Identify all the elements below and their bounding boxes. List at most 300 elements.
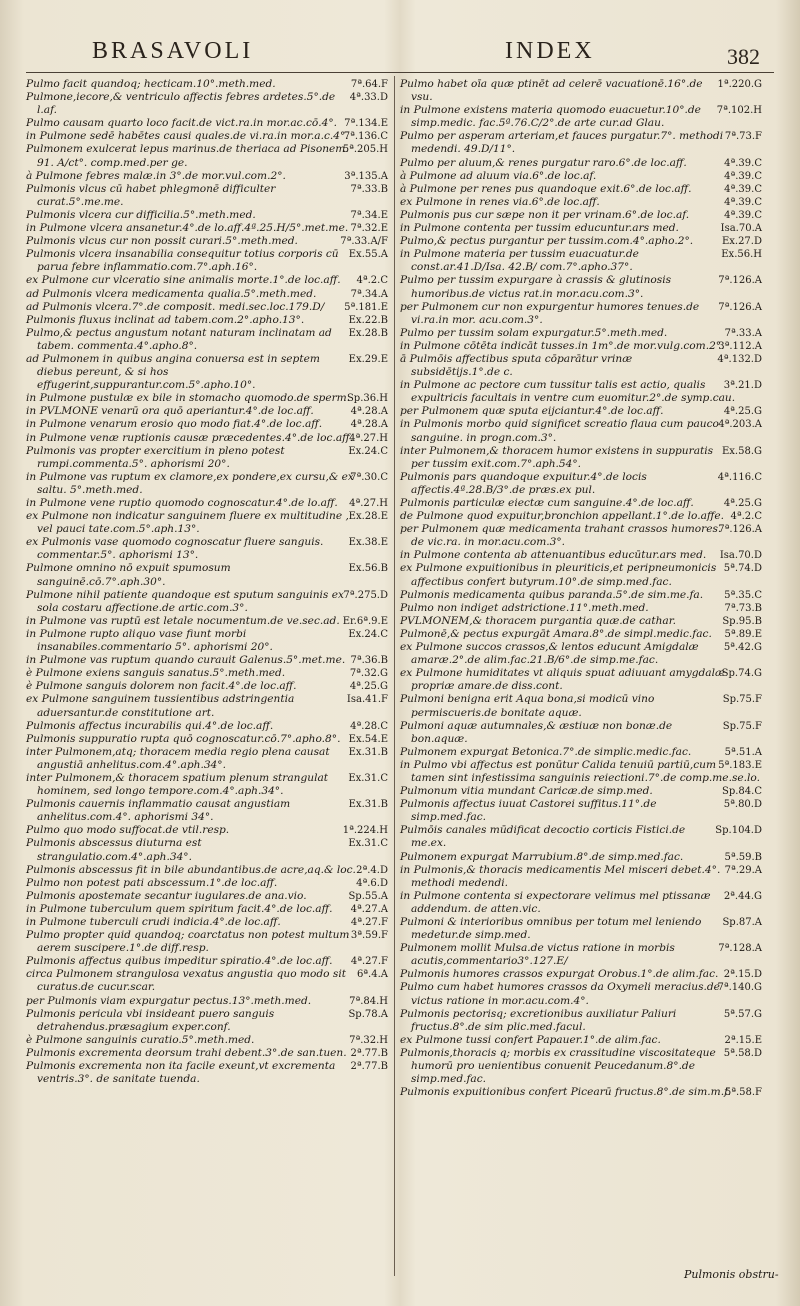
entry-text: in Pulmone tuberculi crudi indicia.4°.de loc.aff. — [26, 916, 281, 928]
index-entry — [400, 130, 762, 156]
index-entry — [400, 405, 762, 418]
index-entry — [26, 248, 388, 274]
entry-reference: 4ª.2.C — [730, 511, 762, 523]
entry-text: ex Pulmone succos crassos,& lentos educunt Amigdalæ amaræ.2°.de alim.fac.21.B/6°.de simp.me.fac. — [400, 641, 699, 667]
entry-text: Pulmo non indiget adstrictione.11°.meth.med. — [400, 601, 649, 614]
index-entry — [400, 693, 762, 719]
entry-reference: Isa.41.F — [346, 694, 388, 706]
entry-text: PVLMONEM,& thoracem purgantia quæ.de cathar. — [400, 614, 676, 627]
entry-reference: Ex.38.E — [348, 537, 388, 549]
entry-text: Pulmo cum habet humores crassos da Oxymeli meracius.de victus ratione in mor.acu.com.4°. — [400, 981, 720, 1007]
index-entry — [400, 864, 762, 890]
index-entry — [400, 589, 762, 602]
entry-text: Pulmonis vlcera cur difficilia.5°.meth.med. — [26, 208, 256, 221]
entry-text: Pulmonem mollit Mulsa.de victus ratione in morbis acutis,commentario3°.127.E/ — [400, 942, 675, 968]
index-entry — [400, 785, 762, 798]
entry-reference: Ex.54.E — [348, 733, 388, 745]
entry-text: ex Pulmone in renes via.6°.de loc.aff. — [400, 195, 600, 208]
entry-text: in Pulmone sedē habētes causi quales.de vi.ra.in mor.a.c.4°. — [26, 130, 349, 143]
entry-text: Pulmone nihil patiente quandoque est sputum sanguinis ex sola costaru affectione.de artic.com.3°. — [26, 588, 344, 614]
index-entry — [26, 510, 388, 536]
entry-reference: 7ª.33.A — [724, 327, 762, 339]
entry-reference: 7ª.33.A/F — [340, 236, 388, 248]
entry-reference: 5ª.181.E — [344, 301, 388, 313]
entry-reference: Sp.78.A — [348, 1008, 388, 1020]
running-head-author: BRASAVOLI — [92, 38, 254, 64]
entry-text: Pulmonis pus cur sæpe non it per vrinam.6°.de loc.af. — [400, 208, 690, 221]
entry-text: Pulmonis abscessus fit in bile abundantibus.de acre,aq.& loc. — [26, 863, 356, 876]
entry-text: Pulmo per asperam arteriam,et fauces purgatur.7°. methodi medendi. 49.D/11°. — [400, 130, 724, 156]
entry-text: de Pulmone quod expuitur,bronchion appellant.1°.de lo.affe. — [400, 510, 725, 523]
entry-text: Pulmonis abscessus diuturna est strangulatio.com.4°.aph.34°. — [26, 837, 202, 863]
entry-reference: Ex.55.A — [348, 249, 388, 261]
entry-text: Pulmo facit quandoq; hecticam.10°.meth.med. — [26, 78, 276, 90]
entry-reference: 7ª.32.H — [349, 1034, 388, 1046]
entry-reference: 5ª.58.D — [723, 1047, 762, 1059]
index-entry — [26, 288, 388, 301]
index-entry — [26, 929, 388, 955]
index-entry — [26, 877, 388, 890]
entry-reference: 2ª.15.E — [724, 1034, 762, 1046]
index-entry — [400, 628, 762, 641]
entry-reference: 7ª.64.F — [350, 79, 388, 90]
entry-text: ex Pulmone tussi confert Papauer.1°.de alim.fac. — [400, 1033, 661, 1046]
index-entry — [400, 549, 762, 562]
running-head-index: INDEX — [505, 38, 595, 64]
entry-reference: 5ª.42.G — [723, 642, 762, 654]
index-entry — [400, 78, 762, 104]
entry-text: Pulmonis fluxus inclinat ad tabem.com.2°.apho.13°. — [26, 313, 305, 326]
entry-text: Pulmonē,& pectus expurgāt Amara.8°.de simpl.medic.fac. — [400, 627, 712, 640]
index-entry — [26, 837, 388, 863]
entry-text: Pulmone omnino nō expuit spumosum sanguinē.cō.7°.aph.30°. — [26, 562, 231, 588]
index-entry — [400, 418, 762, 444]
index-entry — [26, 733, 388, 746]
entry-reference: Sp.84.C — [722, 786, 762, 798]
index-entry — [26, 222, 388, 235]
index-entry — [26, 772, 388, 798]
entry-reference: 7ª.275.D — [343, 589, 388, 601]
entry-reference: 5ª.183.E — [718, 759, 762, 771]
index-entry — [26, 445, 388, 471]
entry-text: per Pulmonem quæ medicamenta trahant crassos humores. de vic.ra. in mor.acu.com.3°. — [400, 523, 722, 549]
index-entry — [400, 183, 762, 196]
index-entry — [26, 562, 388, 588]
entry-text: Pulmonis excrementa non ita facile exeunt,vt excrementa ventris.3°. de sanitate tuenda. — [26, 1060, 336, 1086]
entry-reference: 7ª.126.A — [718, 524, 762, 536]
index-entry — [400, 353, 762, 379]
index-entry — [26, 720, 388, 733]
entry-text: Pulmonis humores crassos expurgat Orobus.1°.de alim.fac. — [400, 968, 719, 981]
entry-text: è Pulmone sanguis dolorem non facit.4°.de loc.aff. — [26, 680, 297, 693]
entry-reference: 7ª.73.B — [724, 602, 762, 614]
entry-reference: 4ª.132.D — [717, 353, 762, 365]
entry-reference: 7ª.34.A — [350, 288, 388, 300]
entry-reference: 2ª.44.G — [723, 890, 762, 902]
entry-text: in Pulmone contenta per tussim educuntur.ars med. — [400, 222, 679, 235]
entry-text: in Pulmo vbi affectus est ponūtur Calida tenuiū partiū,cum tamen sint infestissima sanguinis reiectioni.7°.de comp.me.se.lo. — [400, 758, 760, 784]
entry-reference: 7ª.102.H — [716, 105, 762, 117]
entry-text: Pulmonis affectus incurabilis qui.4°.de loc.aff. — [26, 719, 274, 732]
catchword: Pulmonis obstru- — [684, 1268, 779, 1281]
entry-text: inter Pulmonem,atq; thoracem media regio plena causat angustiā anhelitus.com.4°.aph.34°. — [26, 745, 330, 771]
entry-text: ex Pulmonis vase quomodo cognoscatur fluere sanguis. commentar.5°. aphorismi 13°. — [26, 536, 324, 562]
index-entry — [400, 720, 762, 746]
index-entry — [400, 759, 762, 785]
entry-reference: 5ª.80.D — [723, 799, 762, 811]
entry-text: è Pulmone exiens sanguis sanatus.5°.meth.med. — [26, 667, 286, 680]
entry-reference: 2ª.15.D — [723, 969, 762, 981]
entry-reference: Sp.75.F — [722, 720, 762, 732]
entry-text: in PVLMONE venarū ora quō aperiantur.4°.de loc.aff. — [26, 405, 314, 418]
entry-text: Pulmonis vlcus cur non possit curari.5°.meth.med. — [26, 235, 298, 248]
index-entry — [400, 641, 762, 667]
index-entry — [400, 196, 762, 209]
entry-reference: 4ª.39.C — [724, 170, 762, 182]
entry-text: Pulmonis cauernis inflammatio causat angustiam anhelitus.com.4°. aphorismi 34°. — [26, 798, 291, 824]
entry-text: Pulmo per aluum,& renes purgatur raro.6°.de loc.aff. — [400, 156, 687, 169]
index-entry — [26, 353, 388, 392]
index-entry — [26, 628, 388, 654]
entry-reference: Sp.75.F — [722, 694, 762, 706]
entry-reference: 6ª.4.A — [356, 969, 388, 981]
entry-text: ex Pulmone non indicatur sanguinem fluere ex multitudine , vel pauci tate.com.5°.aph.13°. — [26, 510, 349, 536]
entry-text: Pulmo propter quid quandoq; coarctatus non potest multum aerem suscipere.1°.de diff.resp. — [26, 929, 350, 955]
entry-reference: 3ª.112.A — [718, 340, 762, 352]
entry-text: ex Pulmone expuitionibus in pleuriticis,et peripneumonicis affectibus confert butyrum.10°.de simp.med.fac. — [400, 562, 717, 588]
entry-text: Pulmo,& pectus purgantur per tussim.com.4°.apho.2°. — [400, 235, 694, 248]
index-entry — [26, 864, 388, 877]
entry-text: in Pulmone tuberculum quem spiritum facit.4°.de loc.aff. — [26, 902, 333, 915]
index-entry — [400, 798, 762, 824]
entry-text: in Pulmone vas ruptū est letale nocumentum.de ve.sec.ad. — [26, 614, 340, 627]
entry-reference: Sp.104.D — [715, 825, 762, 837]
entry-text: per Pulmonem quæ sputa eijciantur.4°.de loc.aff. — [400, 405, 664, 418]
entry-reference: 4ª.6.D — [356, 877, 388, 889]
entry-reference: 3ª.59.F — [350, 930, 388, 942]
entry-text: in Pulmone existens materia quomodo euacuetur.10°.de simp.medic. fac.5ª.76.C/2°.de arte cur.ad Glau. — [400, 104, 701, 130]
entry-reference: 4ª.27.H — [349, 432, 388, 444]
entry-text: Pulmo quo modo suffocat.de vtil.resp. — [26, 824, 230, 837]
index-entry — [400, 445, 762, 471]
index-entry — [400, 222, 762, 235]
entry-text: in Pulmone contenta ab attenuantibus educūtur.ars med. — [400, 549, 707, 562]
right-index-column — [400, 78, 762, 1099]
index-entry — [26, 235, 388, 248]
index-entry — [26, 667, 388, 680]
entry-reference: Ex.31.C — [348, 772, 388, 784]
index-entry — [400, 1047, 762, 1086]
index-entry — [26, 301, 388, 314]
entry-reference: 4ª.2.C — [356, 275, 388, 287]
entry-reference: 1ª.220.G — [717, 79, 762, 90]
entry-reference: Er.6ª.9.E — [342, 615, 388, 627]
entry-reference: 7ª.34.E — [350, 209, 388, 221]
entry-text: Pulmonis vlcus cū habet phlegmonē difficulter curat.5°.me.me. — [26, 182, 276, 208]
index-entry — [26, 968, 388, 994]
entry-reference: 2ª.77.B — [350, 1061, 388, 1073]
entry-text: Pulmonem expurgat Betonica.7°.de simplic.medic.fac. — [400, 745, 692, 758]
index-entry — [26, 327, 388, 353]
entry-reference: 4ª.25.G — [723, 406, 762, 418]
entry-reference: 5ª.35.C — [724, 589, 762, 601]
entry-text: Pulmonis pars quandoque expuitur.4°.de locis affectis.4ª.28.B/3°.de præs.ex pul. — [400, 470, 647, 496]
entry-reference: 7ª.128.A — [718, 943, 762, 955]
entry-text: in Pulmone ac pectore cum tussitur talis est actio, qualis expultricis facultais in ventre cum euomitur.2°.de symp.cau. — [400, 379, 736, 405]
index-entry — [26, 693, 388, 719]
index-entry — [26, 314, 388, 327]
entry-reference: 4ª.39.C — [724, 209, 762, 221]
entry-text: Pulmoni aquæ autumnales,& æstiuæ non bonæ.de bon.aquæ. — [400, 719, 673, 745]
entry-reference: 1ª.224.H — [342, 825, 388, 837]
entry-text: Pulmoni benigna erit Aqua bona,si modicū vino permiscueris.de bonitate aquæ. — [400, 693, 655, 719]
index-entry — [26, 995, 388, 1008]
entry-text: Pulmonum vitia mundant Caricæ.de simp.med. — [400, 785, 653, 798]
index-entry — [400, 942, 762, 968]
entry-text: è Pulmone sanguinis curatio.5°.meth.med. — [26, 1033, 255, 1046]
entry-text: Pulmonem exulcerat lepus marinus.de theriaca ad Pisonem. 91. A/ct°. comp.med.per ge. — [26, 143, 349, 169]
index-entry — [26, 117, 388, 130]
index-entry — [400, 615, 762, 628]
entry-reference: Sp.74.G — [721, 668, 762, 680]
entry-reference: 5ª.51.A — [724, 746, 762, 758]
index-entry — [26, 497, 388, 510]
index-entry — [400, 968, 762, 981]
entry-text: Pulmo non potest pati abscessum.1°.de loc.aff. — [26, 876, 278, 889]
entry-text: in Pulmone vlcera ansanetur.4°.de lo.aff.4ª.25.H/5°.met.me. — [26, 222, 349, 235]
left-index-column — [26, 78, 388, 1086]
entry-text: in Pulmone venarum erosio quo modo fiat.4°.de loc.aff. — [26, 418, 323, 431]
index-entry — [26, 536, 388, 562]
entry-text: Pulmo habet oīa quæ ptinēt ad celerē vacuationē.16°.de vsu. — [400, 78, 703, 104]
entry-text: in Pulmonis morbo quid significet screatio flaua cum pauco sanguine. in progn.com.3°. — [400, 418, 719, 444]
index-entry — [26, 78, 388, 91]
entry-text: Pulmo per tussim expurgare à crassis & glutinosis humoribus.de victus rat.in mor.acu.com.3°. — [400, 274, 672, 300]
entry-reference: Ex.31.C — [348, 838, 388, 850]
entry-text: in Pulmone contenta si expectorare velimus mel ptissanæ addendum. de atten.vic. — [400, 889, 711, 915]
entry-text: per Pulmonem cur non expurgentur humores tenues.de vi.ra.in mor. acu.com.3°. — [400, 300, 700, 326]
entry-text: in Pulmone cōtēta indicāt tusses.in 1m°.de mor.vulg.com.2°. — [400, 339, 725, 352]
index-entry — [400, 1008, 762, 1034]
entry-reference: 7ª.30.C — [350, 471, 388, 483]
index-entry — [26, 392, 388, 405]
entry-text: à Pulmone ad aluum via.6°.de loc.af. — [400, 169, 597, 182]
entry-text: à Pulmone febres malæ.in 3°.de mor.vul.com.2°. — [26, 169, 286, 182]
index-entry — [400, 562, 762, 588]
entry-reference: 3ª.135.A — [344, 170, 388, 182]
entry-text: Pulmōis canales mūdificat decoctio corticis Fistici.de me.ex. — [400, 824, 686, 850]
entry-reference: 4ª.39.C — [724, 157, 762, 169]
entry-text: Pulmonis apostemate secantur iugulares.de ana.vio. — [26, 889, 307, 902]
entry-text: Pulmonis,thoracis q; morbis ex crassitudine viscositateque humorū pro uenientibus conuenit Peucedanum.8°.de simp.med.fac. — [400, 1046, 716, 1086]
index-entry — [400, 1034, 762, 1047]
entry-text: in Pulmone rupto aliquo vase fiunt morbi insanabiles.commentario 5°. aphorismi 20°. — [26, 627, 273, 654]
entry-reference: 5ª.89.E — [724, 628, 762, 640]
header-rule — [26, 72, 774, 73]
entry-reference: Isa.70.A — [720, 223, 762, 235]
entry-text: Pulmoni & interioribus omnibus per totum mel leniendo medetur.de simp.med. — [400, 916, 702, 942]
entry-text: in Pulmone pustulæ ex bile in stomacho quomodo.de sperm. — [26, 392, 351, 405]
entry-reference: 4ª.25.G — [723, 498, 762, 509]
index-entry — [400, 104, 762, 130]
entry-text: ad Pulmonis vlcera medicamenta qualia.5°.meth.med. — [26, 287, 317, 300]
index-entry — [26, 418, 388, 431]
index-entry — [26, 170, 388, 183]
entry-reference: Isa.70.D — [719, 550, 762, 562]
entry-reference: 5ª.58.F — [724, 1087, 762, 1099]
entry-reference: 4ª.27.F — [350, 917, 388, 928]
index-entry — [26, 654, 388, 667]
entry-text: ad Pulmonis vlcera.7°.de composit. medi.sec.loc.179.D/ — [26, 300, 325, 313]
entry-reference: 5ª.57.G — [723, 1008, 762, 1020]
index-entry — [26, 1008, 388, 1034]
entry-reference: 2ª.4.D — [356, 864, 388, 876]
index-entry — [26, 680, 388, 693]
index-entry — [26, 615, 388, 628]
entry-reference: 4ª.39.C — [724, 183, 762, 195]
index-entry — [26, 471, 388, 497]
index-entry — [400, 327, 762, 340]
index-entry — [26, 130, 388, 143]
index-entry — [26, 890, 388, 903]
entry-reference: Ex.31.B — [348, 746, 388, 758]
entry-reference: 7ª.126.A — [718, 301, 762, 313]
entry-text: à Pulmone per renes pus quandoque exit.6°.de loc.aff. — [400, 182, 692, 195]
entry-reference: 7ª.126.A — [718, 275, 762, 287]
entry-reference: Sp.55.A — [348, 890, 388, 902]
entry-reference: Ex.28.E — [348, 511, 388, 523]
entry-text: Pulmonis pectorisq; excretionibus auxiliatur Paliuri fructus.8°.de sim plic.med.facul. — [400, 1007, 677, 1033]
index-entry — [400, 890, 762, 916]
entry-reference: Sp.87.A — [722, 917, 762, 928]
index-entry — [400, 340, 762, 353]
index-entry — [400, 379, 762, 405]
entry-reference: Ex.58.G — [721, 445, 762, 457]
entry-text: Pulmo causam quarto loco facit.de vict.ra.in mor.ac.cō.4°. — [26, 117, 338, 130]
entry-text: Pulmonis particulæ eiectæ cum sanguine.4°.de loc.aff. — [400, 497, 694, 509]
entry-reference: 4ª.25.G — [349, 681, 388, 693]
entry-text: ex Pulmone cur vlceratio sine animalis morte.1°.de loc.aff. — [26, 274, 341, 287]
index-entry — [400, 916, 762, 942]
index-entry — [400, 301, 762, 327]
entry-text: Pulmonis excrementa deorsum trahi debent.3°.de san.tuen. — [26, 1046, 347, 1059]
entry-reference: Ex.29.E — [348, 353, 388, 365]
entry-text: ex Pulmone humiditates vt aliquis spuat adiuuant amygdalæ propriæ amare.de diss.cont. — [400, 667, 725, 693]
entry-text: Pulmonis suppuratio rupta quō cognoscatur.cō.7°.apho.8°. — [26, 732, 341, 745]
entry-reference: 7ª.140.G — [717, 982, 762, 994]
entry-reference: 4ª.28.A — [350, 406, 388, 418]
entry-text: per Pulmonis viam expurgatur pectus.13°.meth.med. — [26, 994, 312, 1007]
index-entry — [400, 523, 762, 549]
index-entry — [26, 824, 388, 837]
entry-text: in Pulmonis,& thoracis medicamentis Mel misceri debet.4°. methodi medendi. — [400, 863, 721, 889]
index-entry — [400, 471, 762, 497]
index-entry — [400, 157, 762, 170]
index-entry — [26, 798, 388, 824]
entry-text: Pulmonis affectus iuuat Castorei suffitus.11°.de simp.med.fac. — [400, 798, 657, 824]
page-number: 382 — [727, 44, 760, 69]
entry-reference: Ex.31.B — [348, 799, 388, 811]
entry-text: Pulmonis vlcera insanabilia consequitur totius corporis cū parua febre inflammatio.com.7°.aph.16°. — [26, 248, 339, 274]
index-entry — [400, 824, 762, 850]
entry-reference: 7ª.73.F — [724, 131, 762, 143]
entry-reference: 7ª.29.A — [724, 864, 762, 876]
entry-reference: 5ª.59.B — [724, 851, 762, 863]
entry-reference: 4ª.203.A — [718, 419, 762, 431]
entry-text: Pulmonis pericula vbi insideant puero sanguis detrahendus.præsagium exper.conf. — [26, 1007, 275, 1033]
index-entry — [400, 497, 762, 510]
entry-reference: 7ª.33.B — [350, 183, 388, 195]
entry-text: Pulmo,& pectus angustum notant naturam inclinatam ad tabem. commenta.4°.apho.8°. — [26, 326, 332, 352]
entry-reference: 5ª.205.H — [342, 144, 388, 156]
index-entry — [26, 405, 388, 418]
entry-reference: Ex.56.H — [721, 249, 762, 261]
index-entry — [400, 235, 762, 248]
entry-reference: Ex.28.B — [348, 327, 388, 339]
entry-reference: Ex.22.B — [348, 314, 388, 326]
entry-reference: 4ª.33.D — [349, 92, 388, 104]
entry-text: ā Pulmōis affectibus sputa cōparātur vrinæ subsidētijs.1°.de c. — [400, 352, 633, 379]
index-entry — [400, 667, 762, 693]
entry-reference: 7ª.36.B — [350, 655, 388, 667]
index-entry — [26, 432, 388, 445]
index-entry — [26, 955, 388, 968]
entry-text: in Pulmone vas ruptum quando curauit Galenus.5°.met.me. — [26, 654, 346, 667]
entry-text: Pulmonis expuitionibus confert Picearū fructus.8°.de sim.m.f. — [400, 1086, 731, 1099]
index-entry — [26, 1034, 388, 1047]
entry-reference: 4ª.28.A — [350, 419, 388, 431]
entry-reference: 3ª.21.D — [723, 380, 762, 392]
entry-reference: 7ª.32.E — [350, 223, 388, 235]
index-entry — [26, 1047, 388, 1060]
index-entry — [400, 170, 762, 183]
index-entry — [400, 510, 762, 523]
index-entry — [26, 143, 388, 169]
index-entry — [26, 274, 388, 287]
entry-text: Pulmonis affectus quibus impeditur spiratio.4°.de loc.aff. — [26, 955, 333, 968]
index-entry — [400, 274, 762, 300]
entry-reference: 4ª.27.H — [349, 498, 388, 509]
entry-text: inter Pulmonem,& thoracem spatium plenum strangulat hominem, sed longo tempore.com.4°.aph.34°. — [26, 771, 329, 798]
entry-text: in Pulmone vas ruptum ex clamore,ex pondere,ex cursu,& ex saltu. 5°.meth.med. — [26, 470, 354, 496]
entry-text: Pulmonis medicamenta quibus paranda.5°.de sim.me.fa. — [400, 588, 704, 601]
entry-reference: Ex.56.B — [348, 563, 388, 575]
entry-reference: 4ª.27.A — [350, 903, 388, 915]
index-entry — [26, 903, 388, 916]
entry-text: Pulmonem expurgat Marrubium.8°.de simp.med.fac. — [400, 850, 684, 863]
entry-reference: 5ª.74.D — [723, 563, 762, 575]
entry-reference: 4ª.27.F — [350, 956, 388, 968]
index-entry — [26, 91, 388, 117]
entry-reference: 4ª.116.C — [717, 471, 762, 483]
entry-reference: 4ª.28.C — [350, 720, 388, 732]
entry-text: Pulmonis vas propter exercitium in pleno potest rumpi.commenta.5°. aphorismi 20°. — [26, 444, 285, 470]
index-entry — [400, 746, 762, 759]
entry-reference: Sp.95.B — [722, 615, 762, 627]
index-entry — [26, 746, 388, 772]
entry-text: inter Pulmonem,& thoracem humor existens in suppuratis per tussim exit.com.7°.aph.54°. — [400, 444, 714, 470]
entry-reference: 7ª.136.C — [343, 131, 388, 143]
entry-text: Pulmone,iecore,& ventriculo affectis febres ardetes.5°.de l.af. — [26, 91, 336, 117]
index-entry — [26, 1060, 388, 1086]
entry-text: in Pulmone vene ruptio quomodo cognoscatur.4°.de lo.aff. — [26, 497, 338, 509]
entry-reference: Ex.24.C — [348, 445, 388, 457]
entry-reference: Ex.27.D — [721, 236, 762, 248]
entry-text: Pulmo per tussim solam expurgatur.5°.meth.med. — [400, 326, 668, 339]
index-entry — [26, 209, 388, 222]
index-entry — [400, 248, 762, 274]
index-entry — [26, 183, 388, 209]
